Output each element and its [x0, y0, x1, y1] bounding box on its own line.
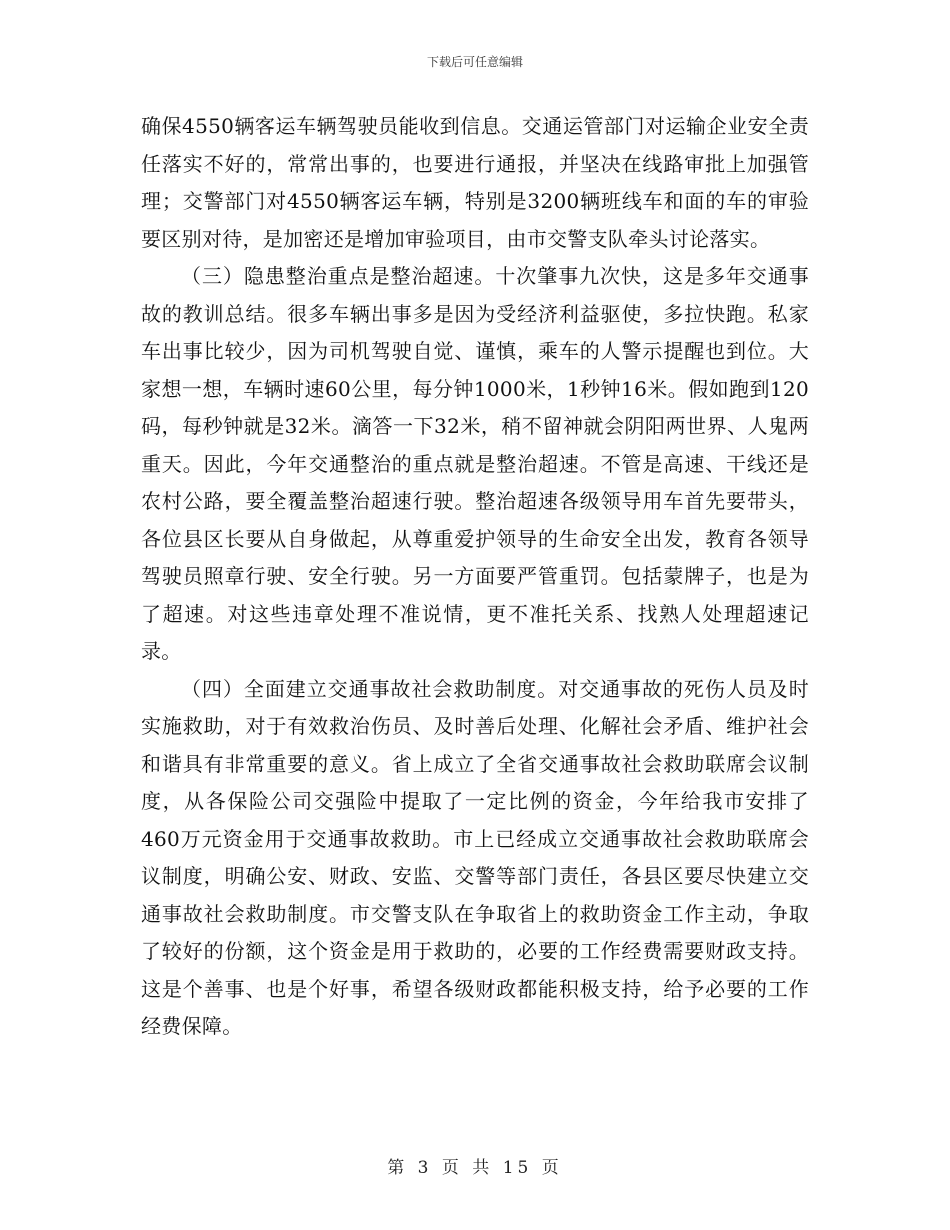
page-header: 下载后可任意编辑 — [426, 55, 523, 69]
paragraph-section-4: （四）全面建立交通事故社会救助制度。对交通事故的死伤人员及时实施救助，对于有效救治伤员、及时善后处理、化解社会矛盾、维护社会和谐具有非常重要的意义。省上成立了全省交通事故社会救助联席会议制度，从各保险公司交强险中提取了一定比例的资金，今年给我市安排了460万元资金用于交通事故救助。市上已经成立交通事故社会救助联席会议制度，明确公安、财政、安监、交警等部门责任，各县区要尽快建立交通事故社会救助制度。市交警支队在争取省上的救助资金工作主动，争取了较好的份额，这个资金是用于救助的，必要的工作经费需要财政支持。这是个善事、也是个好事，希望各级财政都能积极支持，给予必要的工作经费保障。 — [141, 676, 809, 1038]
page-number-footer: 第 3 页 共 15 页 — [387, 1158, 563, 1178]
document-body — [141, 108, 809, 1046]
paragraph-section-3: （三）隐患整治重点是整治超速。十次肇事九次快，这是多年交通事故的教训总结。很多车辆出事多是因为受经济利益驱使，多拉快跑。私家车出事比较少，因为司机驾驶自觉、谨慎，乘车的人警示提醒也到位。大家想一想，车辆时速60公里，每分钟1000米，1秒钟16米。假如跑到120码，每秒钟就是32米。滴答一下32米，稍不留神就会阴阳两世界、人鬼两重天。因此，今年交通整治的重点就是整治超速。不管是高速、干线还是农村公路，要全覆盖整治超速行驶。整治超速各级领导用车首先要带头，各位县区长要从自身做起，从尊重爱护领导的生命安全出发，教育各领导驾驶员照章行驶、安全行驶。另一方面要严管重罚。包括蒙牌子，也是为了超速。对这些违章处理不准说情，更不准托关系、找熟人处理超速记录。 — [141, 264, 809, 663]
paragraph-continuation: 确保4550辆客运车辆驾驶员能收到信息。交通运管部门对运输企业安全责任落实不好的，常常出事的，也要进行通报，并坚决在线路审批上加强管理；交警部门对4550辆客运车辆，特别是3200辆班线车和面的车的审验要区别对待，是加密还是增加审验项目，由市交警支队牵头讨论落实。 — [141, 114, 809, 251]
